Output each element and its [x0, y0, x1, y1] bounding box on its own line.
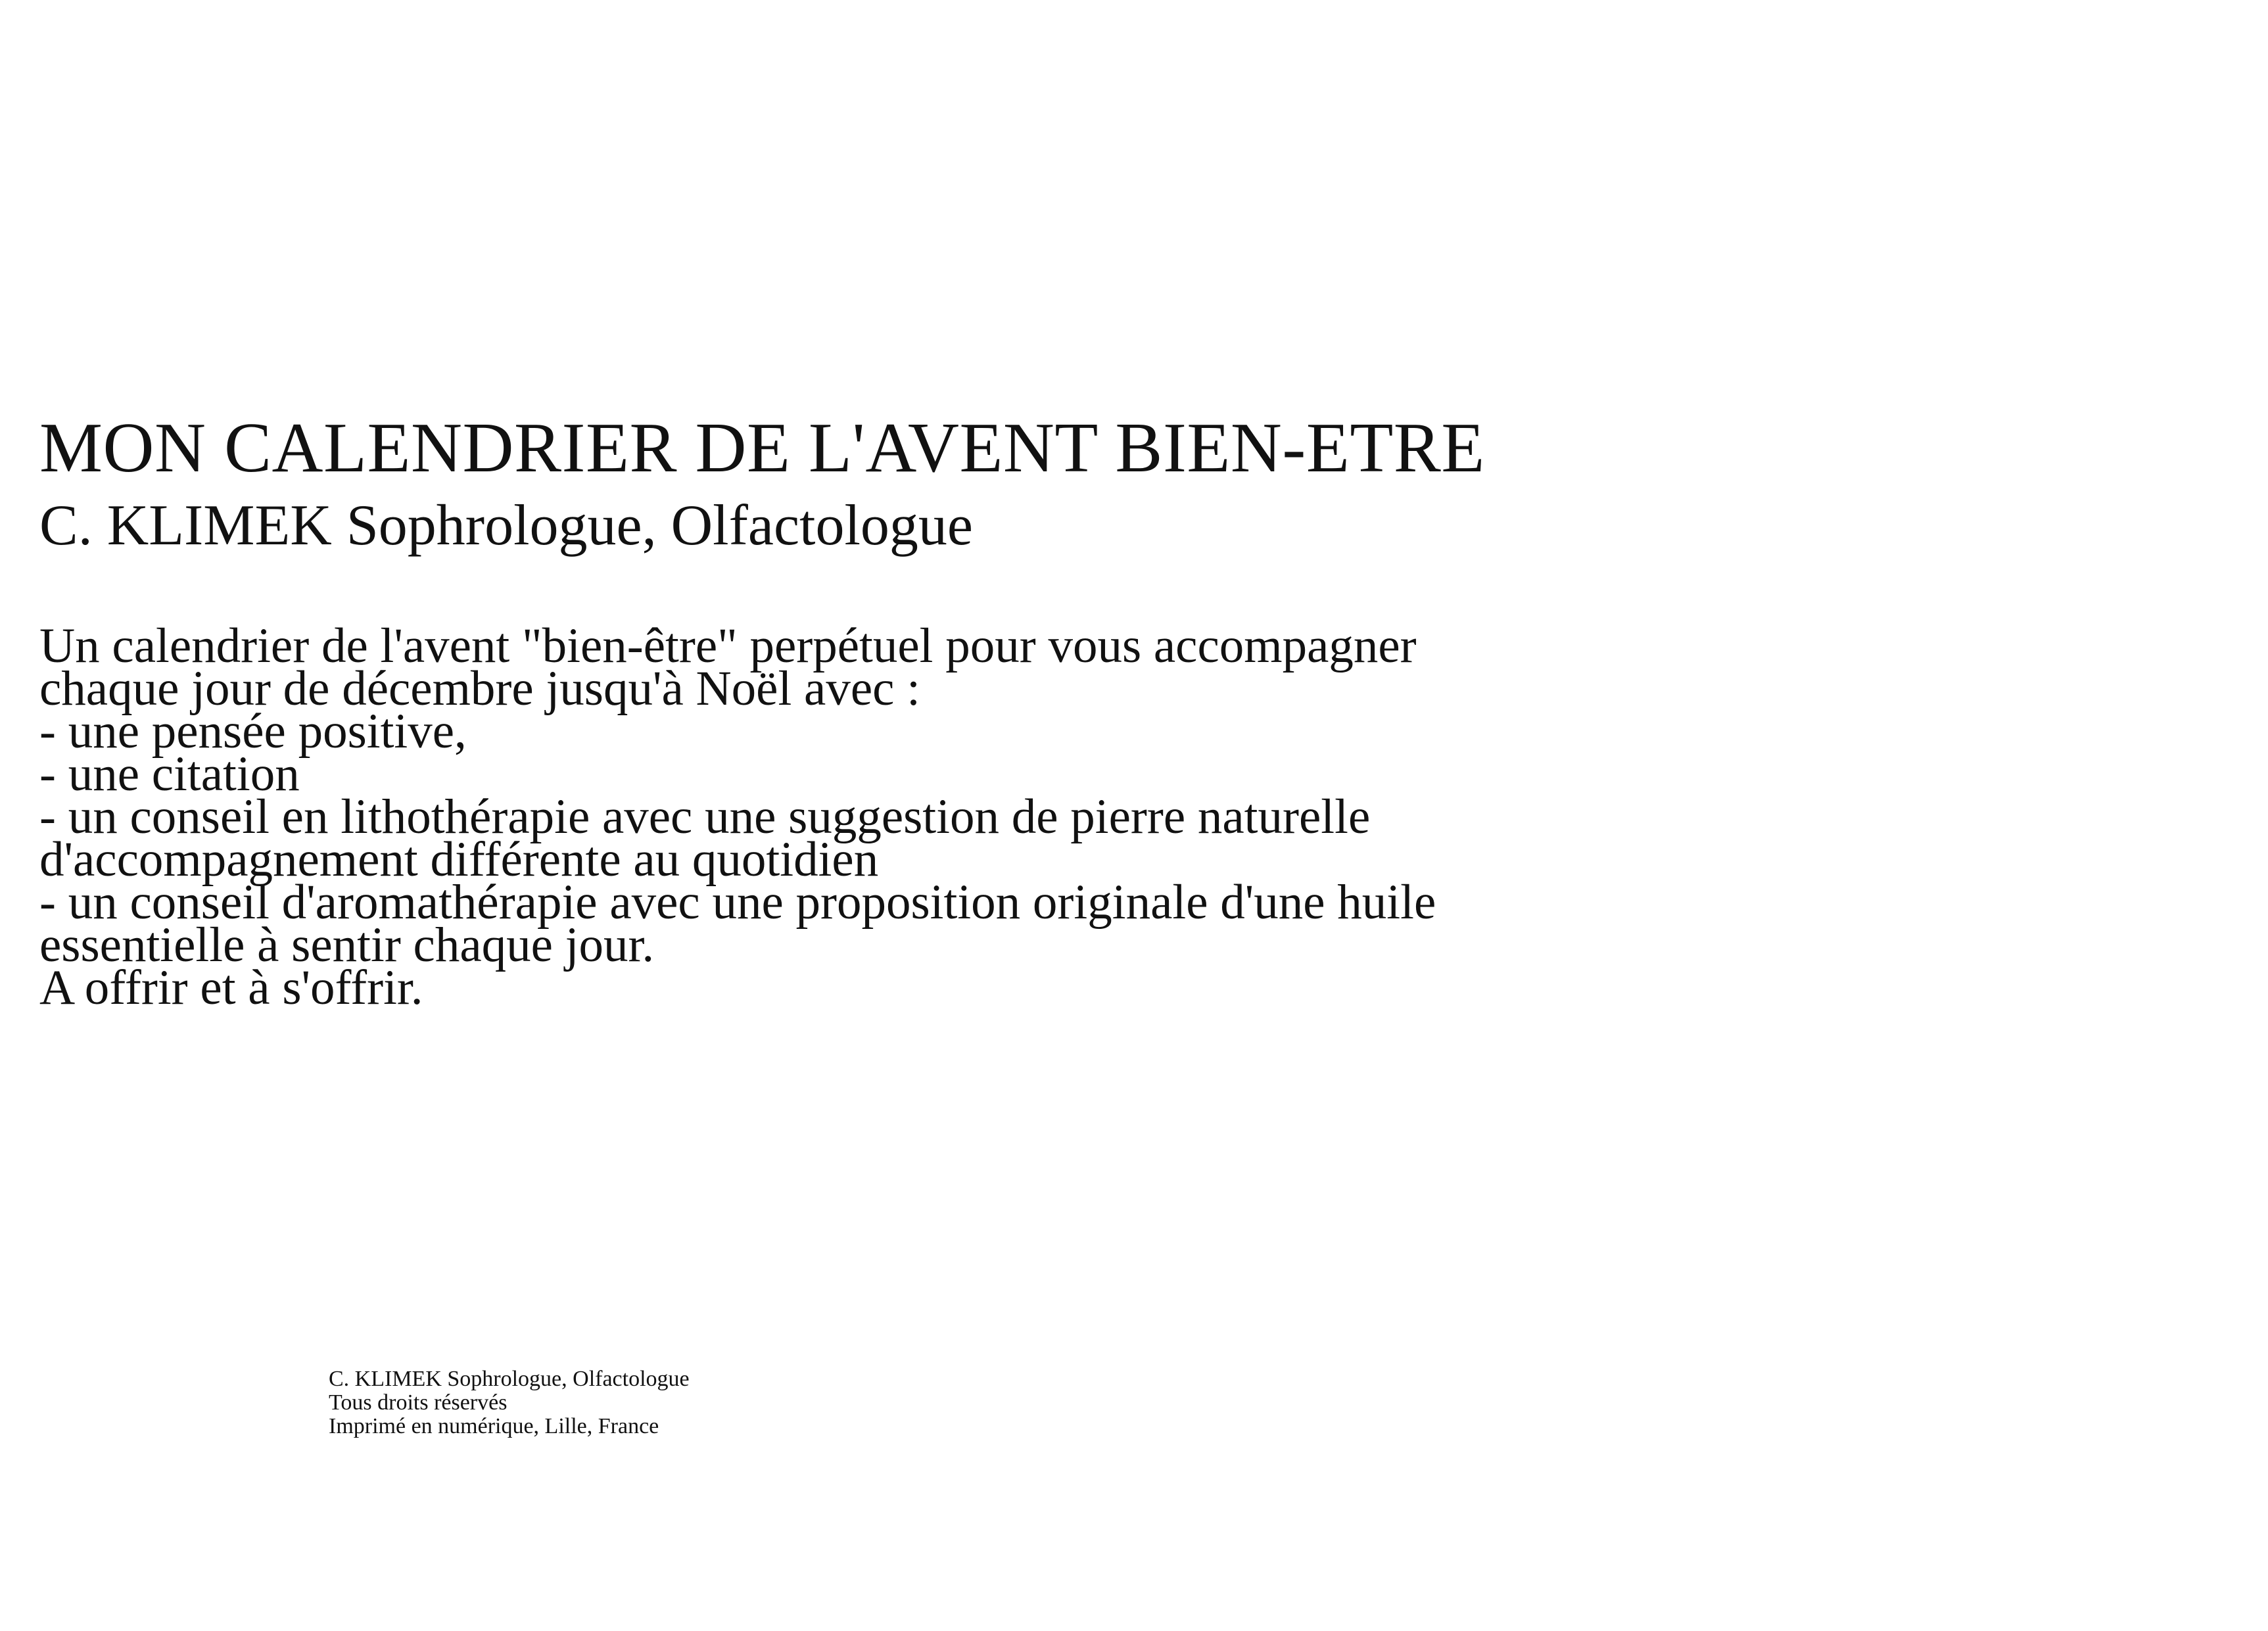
description-line: Un calendrier de l'avent "bien-être" perpétuel pour vous accompagner [39, 619, 1417, 673]
description-line: - un conseil en lithothérapie avec une suggestion de pierre naturelle [39, 790, 1371, 844]
author-line: C. KLIMEK Sophrologue, Olfactologue [39, 494, 973, 557]
description-line: - une pensée positive, [39, 704, 467, 759]
colophon-rights: Tous droits réservés [329, 1390, 508, 1415]
document-title: MON CALENDRIER DE L'AVENT BIEN-ETRE [39, 409, 1485, 487]
colophon [329, 1367, 690, 1438]
description-line: - un conseil d'aromathérapie avec une proposition originale d'une huile [39, 875, 1436, 930]
description-line: essentielle à sentir chaque jour. [39, 918, 655, 972]
description-line: A offrir et à s'offrir. [39, 960, 423, 1015]
colophon-author: C. KLIMEK Sophrologue, Olfactologue [329, 1367, 690, 1391]
description-line: - une citation [39, 747, 300, 801]
description-block [39, 619, 1436, 1015]
description-line: d'accompagnement différente au quotidien [39, 832, 879, 887]
colophon-printing: Imprimé en numérique, Lille, France [329, 1414, 659, 1438]
description-line: chaque jour de décembre jusqu'à Noël avec : [39, 661, 921, 716]
